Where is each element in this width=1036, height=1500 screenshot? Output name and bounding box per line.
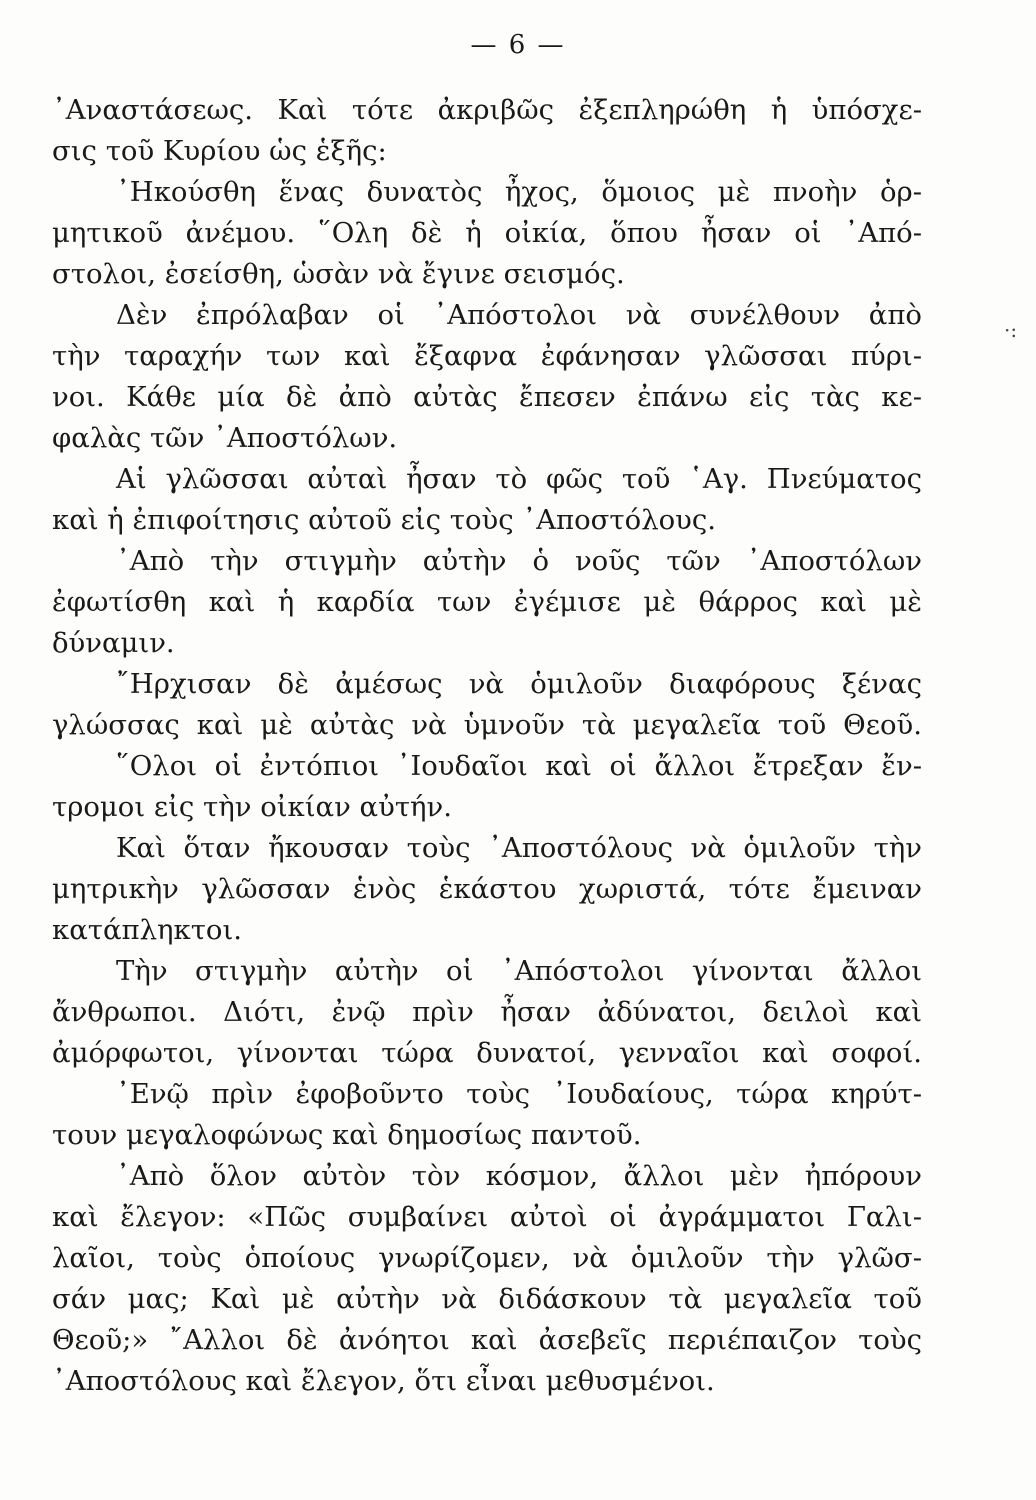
page-number: — 6 — [470,30,566,60]
text-line: ῎Ηρχισαν δὲ ἀμέσως νὰ ὁμιλοῦν διαφόρους ξένας [116,668,922,700]
margin-specks: ·: [1004,318,1018,342]
text-line: Θεοῦ;» ῎Αλλοι δὲ ἀνόητοι καὶ ἀσεβεῖς περιέπαιζον τοὺς [52,1324,922,1356]
text-line: μητικοῦ ἀνέμου. ῞Ολη δὲ ἡ οἰκία, ὅπου ἦσαν οἱ ᾿Από- [52,217,922,249]
text-line: φαλὰς τῶν ᾿Αποστόλων. [52,422,398,454]
text-line: ᾿Απὸ τὴν στιγμὴν αὐτὴν ὁ νοῦς τῶν ᾿Αποστόλων [116,545,922,577]
text-line: ἄνθρωποι. Διότι, ἐνῷ πρὶν ἦσαν ἀδύνατοι, δειλοὶ καὶ [52,996,922,1028]
text-line: Αἱ γλῶσσαι αὐταὶ ἦσαν τὸ φῶς τοῦ ῾Αγ. Πνεύματος [116,463,922,495]
text-line: δύναμιν. [52,627,175,659]
text-line: στολοι, ἐσείσθη, ὡσὰν νὰ ἔγινε σεισμός. [52,258,625,290]
text-line: γλώσσας καὶ μὲ αὐτὰς νὰ ὑμνοῦν τὰ μεγαλεῖα τοῦ Θεοῦ. [52,709,922,741]
text-line: ῞Ολοι οἱ ἐντόπιοι ᾿Ιουδαῖοι καὶ οἱ ἄλλοι ἔτρεξαν ἔν- [116,750,922,782]
text-line: ἐφωτίσθη καὶ ἡ καρδία των ἐγέμισε μὲ θάρρος καὶ μὲ [52,586,922,618]
text-line: ᾿Ηκούσθη ἕνας δυνατὸς ἦχος, ὅμοιος μὲ πνοὴν ὁρ- [116,176,922,208]
text-line: Δὲν ἐπρόλαβαν οἱ ᾿Απόστολοι νὰ συνέλθουν ἀπὸ [116,299,922,331]
text-line: ᾿Αναστάσεως. Καὶ τότε ἀκριβῶς ἐξεπληρώθη ἡ ὑπόσχε- [52,94,922,126]
text-line: ᾿Αποστόλους καὶ ἔλεγον, ὅτι εἶναι μεθυσμένοι. [52,1365,715,1397]
text-line: τουν μεγαλοφώνως καὶ δημοσίως παντοῦ. [52,1119,642,1151]
text-line: λαῖοι, τοὺς ὁποίους γνωρίζομεν, νὰ ὁμιλοῦν τὴν γλῶσ- [52,1242,922,1274]
text-line: ᾿Απὸ ὅλον αὐτὸν τὸν κόσμον, ἄλλοι μὲν ἠπόρουν [116,1160,922,1192]
text-line: καὶ ἡ ἐπιφοίτησις αὐτοῦ εἰς τοὺς ᾿Αποστόλους. [52,504,717,536]
text-line: μητρικὴν γλῶσσαν ἑνὸς ἑκάστου χωριστά, τότε ἔμειναν [52,873,922,905]
text-line: Καὶ ὅταν ἤκουσαν τοὺς ᾿Αποστόλους νὰ ὁμιλοῦν τὴν [116,832,922,864]
text-line: ἀμόρφωτοι, γίνονται τώρα δυνατοί, γενναῖοι καὶ σοφοί. [52,1037,922,1069]
text-line: Τὴν στιγμὴν αὐτὴν οἱ ᾿Απόστολοι γίνονται ἄλλοι [116,955,922,987]
text-line: νοι. Κάθε μία δὲ ἀπὸ αὐτὰς ἔπεσεν ἐπάνω εἰς τὰς κε- [52,381,922,413]
body-text [52,90,922,1402]
text-line: σις τοῦ Κυρίου ὡς ἑξῆς: [52,135,387,167]
text-line: τὴν ταραχήν των καὶ ἔξαφνα ἐφάνησαν γλῶσσαι πύρι- [52,340,922,372]
text-line: τρομοι εἰς τὴν οἰκίαν αὐτήν. [52,791,452,823]
text-line: καὶ ἔλεγον: «Πῶς συμβαίνει αὐτοὶ οἱ ἀγράμματοι Γαλι- [52,1201,922,1233]
text-line: κατάπληκτοι. [52,914,243,946]
text-line: σάν μας; Καὶ μὲ αὐτὴν νὰ διδάσκουν τὰ μεγαλεῖα τοῦ [52,1283,922,1315]
text-line: ᾿Ενῷ πρὶν ἐφοβοῦντο τοὺς ᾿Ιουδαίους, τώρα κηρύτ- [116,1078,922,1110]
